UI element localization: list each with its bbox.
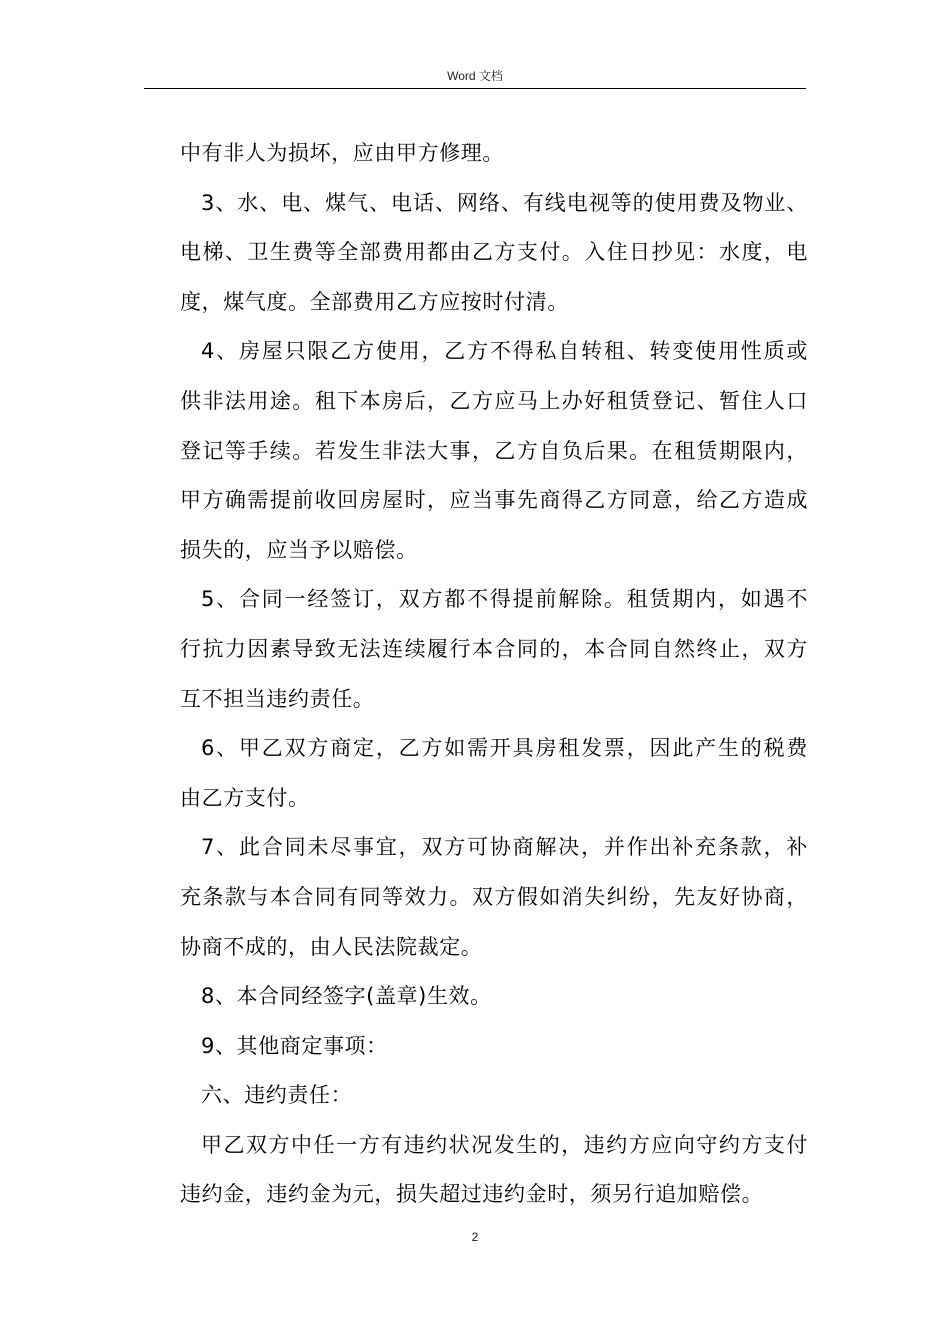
text-line: 六、违约责任：	[201, 1083, 353, 1108]
page-number: 2	[471, 1230, 479, 1244]
text-line: 5、合同一经签订，双方都不得提前解除。租赁期内，如遇不	[201, 587, 808, 612]
text-line: 7、此合同未尽事宜，双方可协商解决，并作出补充条款，补	[201, 835, 808, 860]
document-body	[180, 129, 808, 1220]
text-line: 6、甲乙双方商定，乙方如需开具房租发票，因此产生的税费	[201, 736, 808, 761]
text-line: 供非法用途。租下本房后，乙方应马上办好租赁登记、暂住人口	[180, 388, 808, 413]
text-line: 甲乙双方中任一方有违约状况发生的，违约方应向守约方支付	[201, 1132, 808, 1157]
text-line: 甲方确需提前收回房屋时，应当事先商得乙方同意，给乙方造成	[180, 488, 808, 513]
header-divider	[144, 88, 806, 89]
text-line: 由乙方支付。	[180, 785, 310, 810]
text-line: 互不担当违约责任。	[180, 686, 375, 711]
text-line: 损失的，应当予以赔偿。	[180, 537, 418, 562]
text-line: 度，煤气度。全部费用乙方应按时付清。	[180, 289, 569, 314]
text-line: 中有非人为损坏，应由甲方修理。	[180, 141, 504, 165]
text-line: 行抗力因素导致无法连续履行本合同的，本合同自然终止，双方	[180, 636, 808, 661]
text-line: 3、水、电、煤气、电话、网络、有线电视等的使用费及物业、	[201, 190, 808, 215]
text-line: 充条款与本合同有同等效力。双方假如消失纠纷，先友好协商，	[180, 884, 808, 909]
text-line: 电梯、卫生费等全部费用都由乙方支付。入住日抄见：水度，电	[180, 240, 808, 265]
text-line: 登记等手续。若发生非法大事，乙方自负后果。在租赁期限内，	[180, 438, 808, 463]
text-line: 9、其他商定事项：	[201, 1033, 388, 1058]
text-line: 协商不成的，由人民法院裁定。	[180, 934, 483, 959]
text-line: 8、本合同经签字(盖章)生效。	[201, 984, 492, 1009]
text-line: 4、房屋只限乙方使用，乙方不得私自转租、转变使用性质或	[201, 339, 808, 364]
text-line: 违约金，违约金为元，损失超过违约金时，须另行追加赔偿。	[180, 1182, 764, 1207]
page-header: Word 文档	[447, 69, 503, 83]
